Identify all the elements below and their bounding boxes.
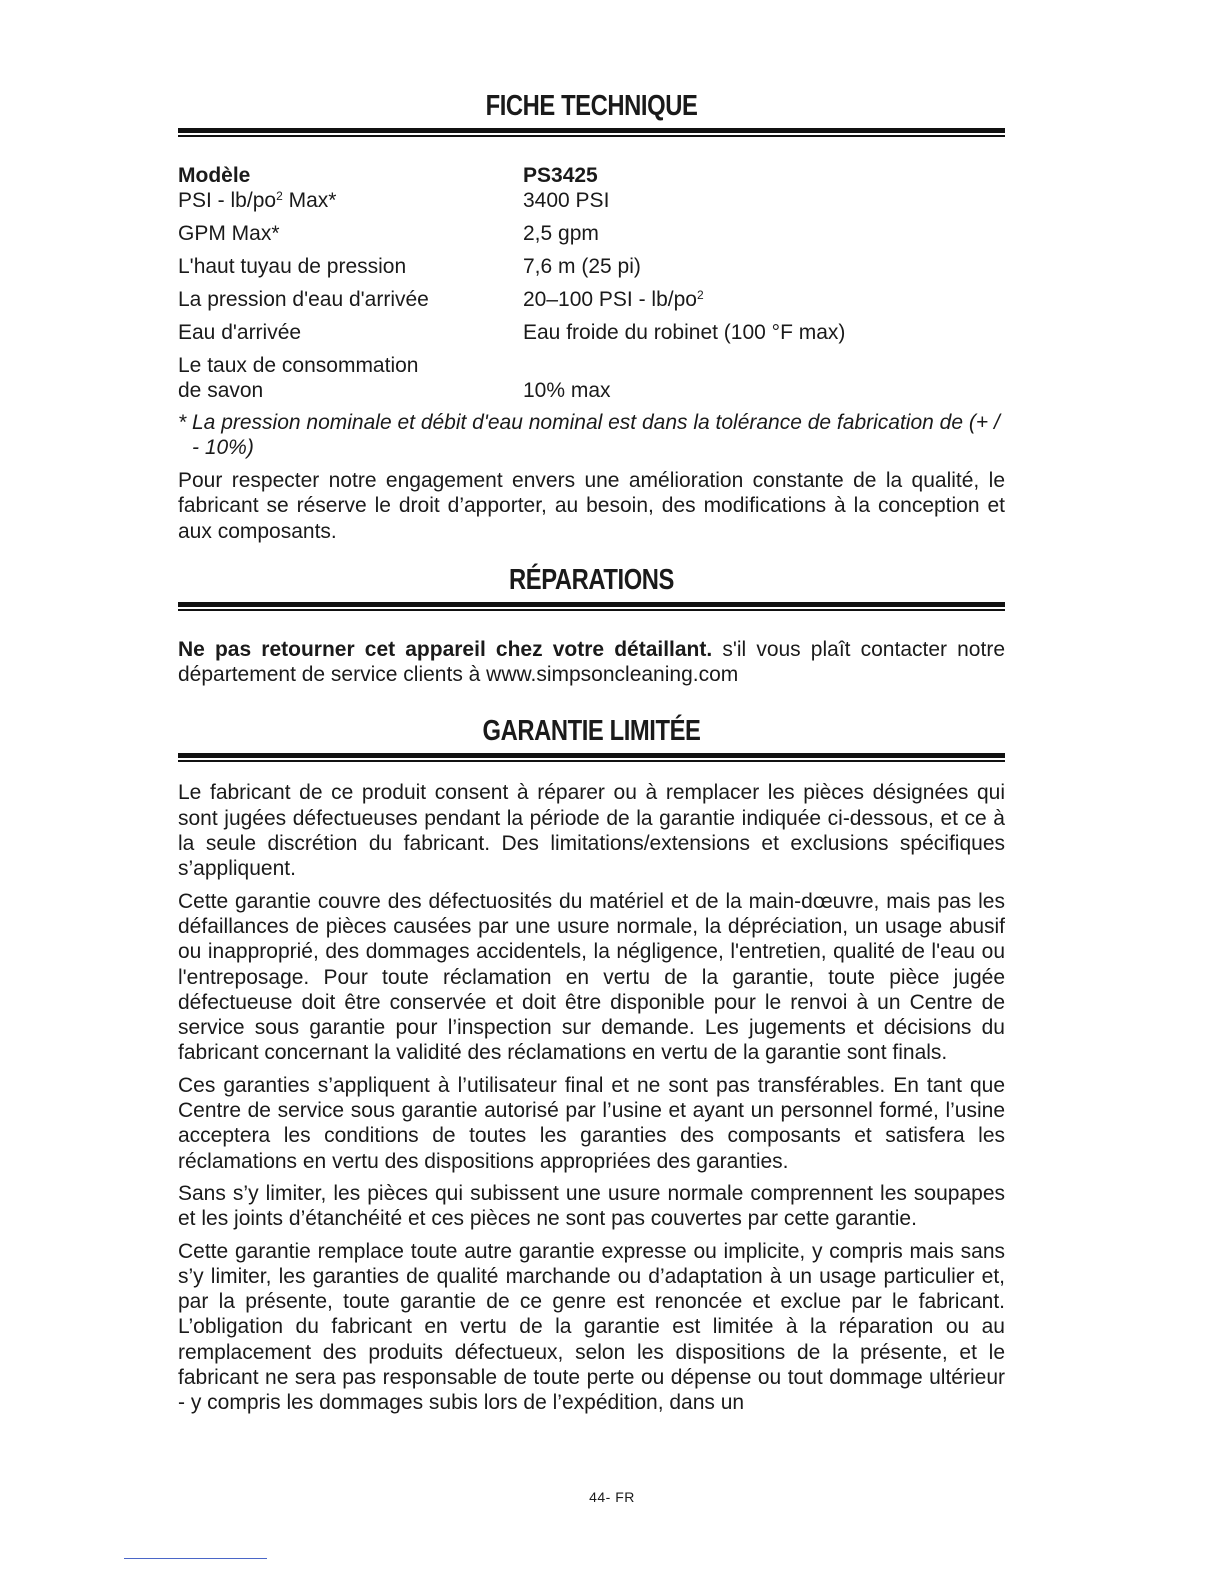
spec-soap-label-line1: Le taux de consommation <box>178 354 419 377</box>
spec-soap-row <box>178 353 1005 403</box>
repair-bold-text: Ne pas retourner cet appareil chez votre détaillant. <box>178 637 713 661</box>
spec-value-text: Eau froide du robinet (100 °F max) <box>523 321 846 344</box>
spec-table <box>178 163 1005 403</box>
spec-label <box>178 188 523 213</box>
spec-soap-value <box>523 353 1005 403</box>
spec-value-sup: 2 <box>696 288 704 302</box>
repair-title-rule <box>178 602 1005 611</box>
spec-label-sup: 2 <box>276 189 283 203</box>
warranty-paragraph: Cette garantie couvre des défectuosités du matériel et de la main-dœuvre, mais pas les défaillances de pièces causées par une usure normale, la dépréciation, un usage abusif ou inapproprié, des dommages accidentels, la négligence, l'entretien, qualité de l'eau ou l'entreposage. Pour toute réclamation en vertu de la garantie, toute pièce jugée défectueuse doit être conservée et doit être disponible pour le renvoi à un Centre de service sous garantie pour l’inspection sur demande. Les jugements et décisions du fabricant concernant la validité des réclamations en vertu de la garantie sont finals. <box>178 889 1005 1065</box>
spec-label-text: PSI - lb/po <box>178 189 277 212</box>
page-number: 44- FR <box>589 1489 635 1505</box>
spec-row <box>178 188 1005 213</box>
page-content <box>178 88 1005 1416</box>
warranty-title-rule <box>178 753 1005 762</box>
spec-header-row <box>178 163 1005 188</box>
bottom-divider <box>124 1558 267 1559</box>
spec-paragraph: Pour respecter notre engagement envers une amélioration constante de la qualité, le fabricant se réserve le droit d’apporter, au besoin, des modifications à la conception et aux composants. <box>178 469 1005 543</box>
spec-label-text: Eau d'arrivée <box>178 321 302 344</box>
warranty-paragraph: Cette garantie remplace toute autre garantie expresse ou implicite, y compris mais sans s’y limiter, les garanties de qualité marchande ou d’adaptation à un usage particulier et, par la présente, toute garantie de ce genre est renoncée et exclue par le fabricant. L’obligation du fabricant en vertu de la garantie est limitée à la réparation ou au remplacement des produits défectueux, selon les dispositions de la présente, et le fabricant ne sera pas responsable de toute perte ou dépense ou tout dommage ultérieur - y compris les dommages subis lors de l’expédition, dans un <box>178 1239 1005 1415</box>
warranty-paragraph: Sans s’y limiter, les pièces qui subissent une usure normale comprennent les soupapes et les joints d’étanchéité et ces pièces ne sont pas couvertes par cette garantie. <box>178 1181 1005 1231</box>
spec-header-value: PS3425 <box>523 164 598 187</box>
spec-row <box>178 221 1005 246</box>
spec-note: * La pression nominale et débit d'eau nominal est dans la tolérance de fabrication de (+ / - 10%) <box>178 411 1000 459</box>
repair-section <box>178 562 1005 688</box>
spec-label-text: La pression d'eau d'arrivée <box>178 288 429 311</box>
spec-soap-value-text: 10% max <box>523 379 611 402</box>
spec-value <box>523 221 1005 246</box>
spec-label-text: GPM Max* <box>178 222 280 245</box>
spec-soap-label-line2: de savon <box>178 379 264 402</box>
spec-value <box>523 188 1005 213</box>
warranty-title: GARANTIE LIMITÉE <box>482 715 701 748</box>
repair-text: s'il vous plaît contacter notre département de service clients à www.simpsoncleaning.com <box>178 637 1005 687</box>
warranty-body <box>178 780 1005 1415</box>
warranty-paragraph: Le fabricant de ce produit consent à réparer ou à remplacer les pièces désignées qui sont jugées défectueuses pendant la période de la garantie indiquée ci-dessous, et ce à la seule discrétion du fabricant. Des limitations/extensions et exclusions spécifiques s’appliquent. <box>178 781 1005 881</box>
spec-value <box>523 320 1005 345</box>
repair-paragraph <box>178 637 1005 688</box>
spec-value-text: 20–100 PSI - lb/po <box>523 288 697 311</box>
spec-row <box>178 254 1005 279</box>
spec-title-rule <box>178 128 1005 137</box>
spec-header-label: Modèle <box>178 164 251 187</box>
spec-value <box>523 254 1005 279</box>
spec-title: FICHE TECHNIQUE <box>485 90 698 122</box>
spec-label <box>178 287 523 312</box>
repair-title: RÉPARATIONS <box>508 563 675 596</box>
spec-row <box>178 287 1005 312</box>
warranty-paragraph: Ces garanties s’appliquent à l’utilisateur final et ne sont pas transférables. En tant que Centre de service sous garantie autorisé par l’usine et ayant un personnel formé, l’usine acceptera les conditions de toutes les garanties des composants et satisfera les réclamations en vertu des dispositions appropriées des garanties. <box>178 1073 1005 1173</box>
warranty-section <box>178 713 1005 1415</box>
spec-soap-label <box>178 353 523 403</box>
spec-value-text: 7,6 m (25 pi) <box>523 255 641 278</box>
spec-row <box>178 320 1005 345</box>
spec-label <box>178 221 523 246</box>
spec-value-text: 3400 PSI <box>523 189 610 212</box>
spec-value-text: 2,5 gpm <box>523 222 599 245</box>
spec-label <box>178 254 523 279</box>
spec-label <box>178 320 523 345</box>
spec-label-text: L'haut tuyau de pression <box>178 255 407 278</box>
spec-label-suffix: Max* <box>282 189 337 212</box>
spec-value <box>523 287 1005 312</box>
spec-section <box>178 88 1005 544</box>
